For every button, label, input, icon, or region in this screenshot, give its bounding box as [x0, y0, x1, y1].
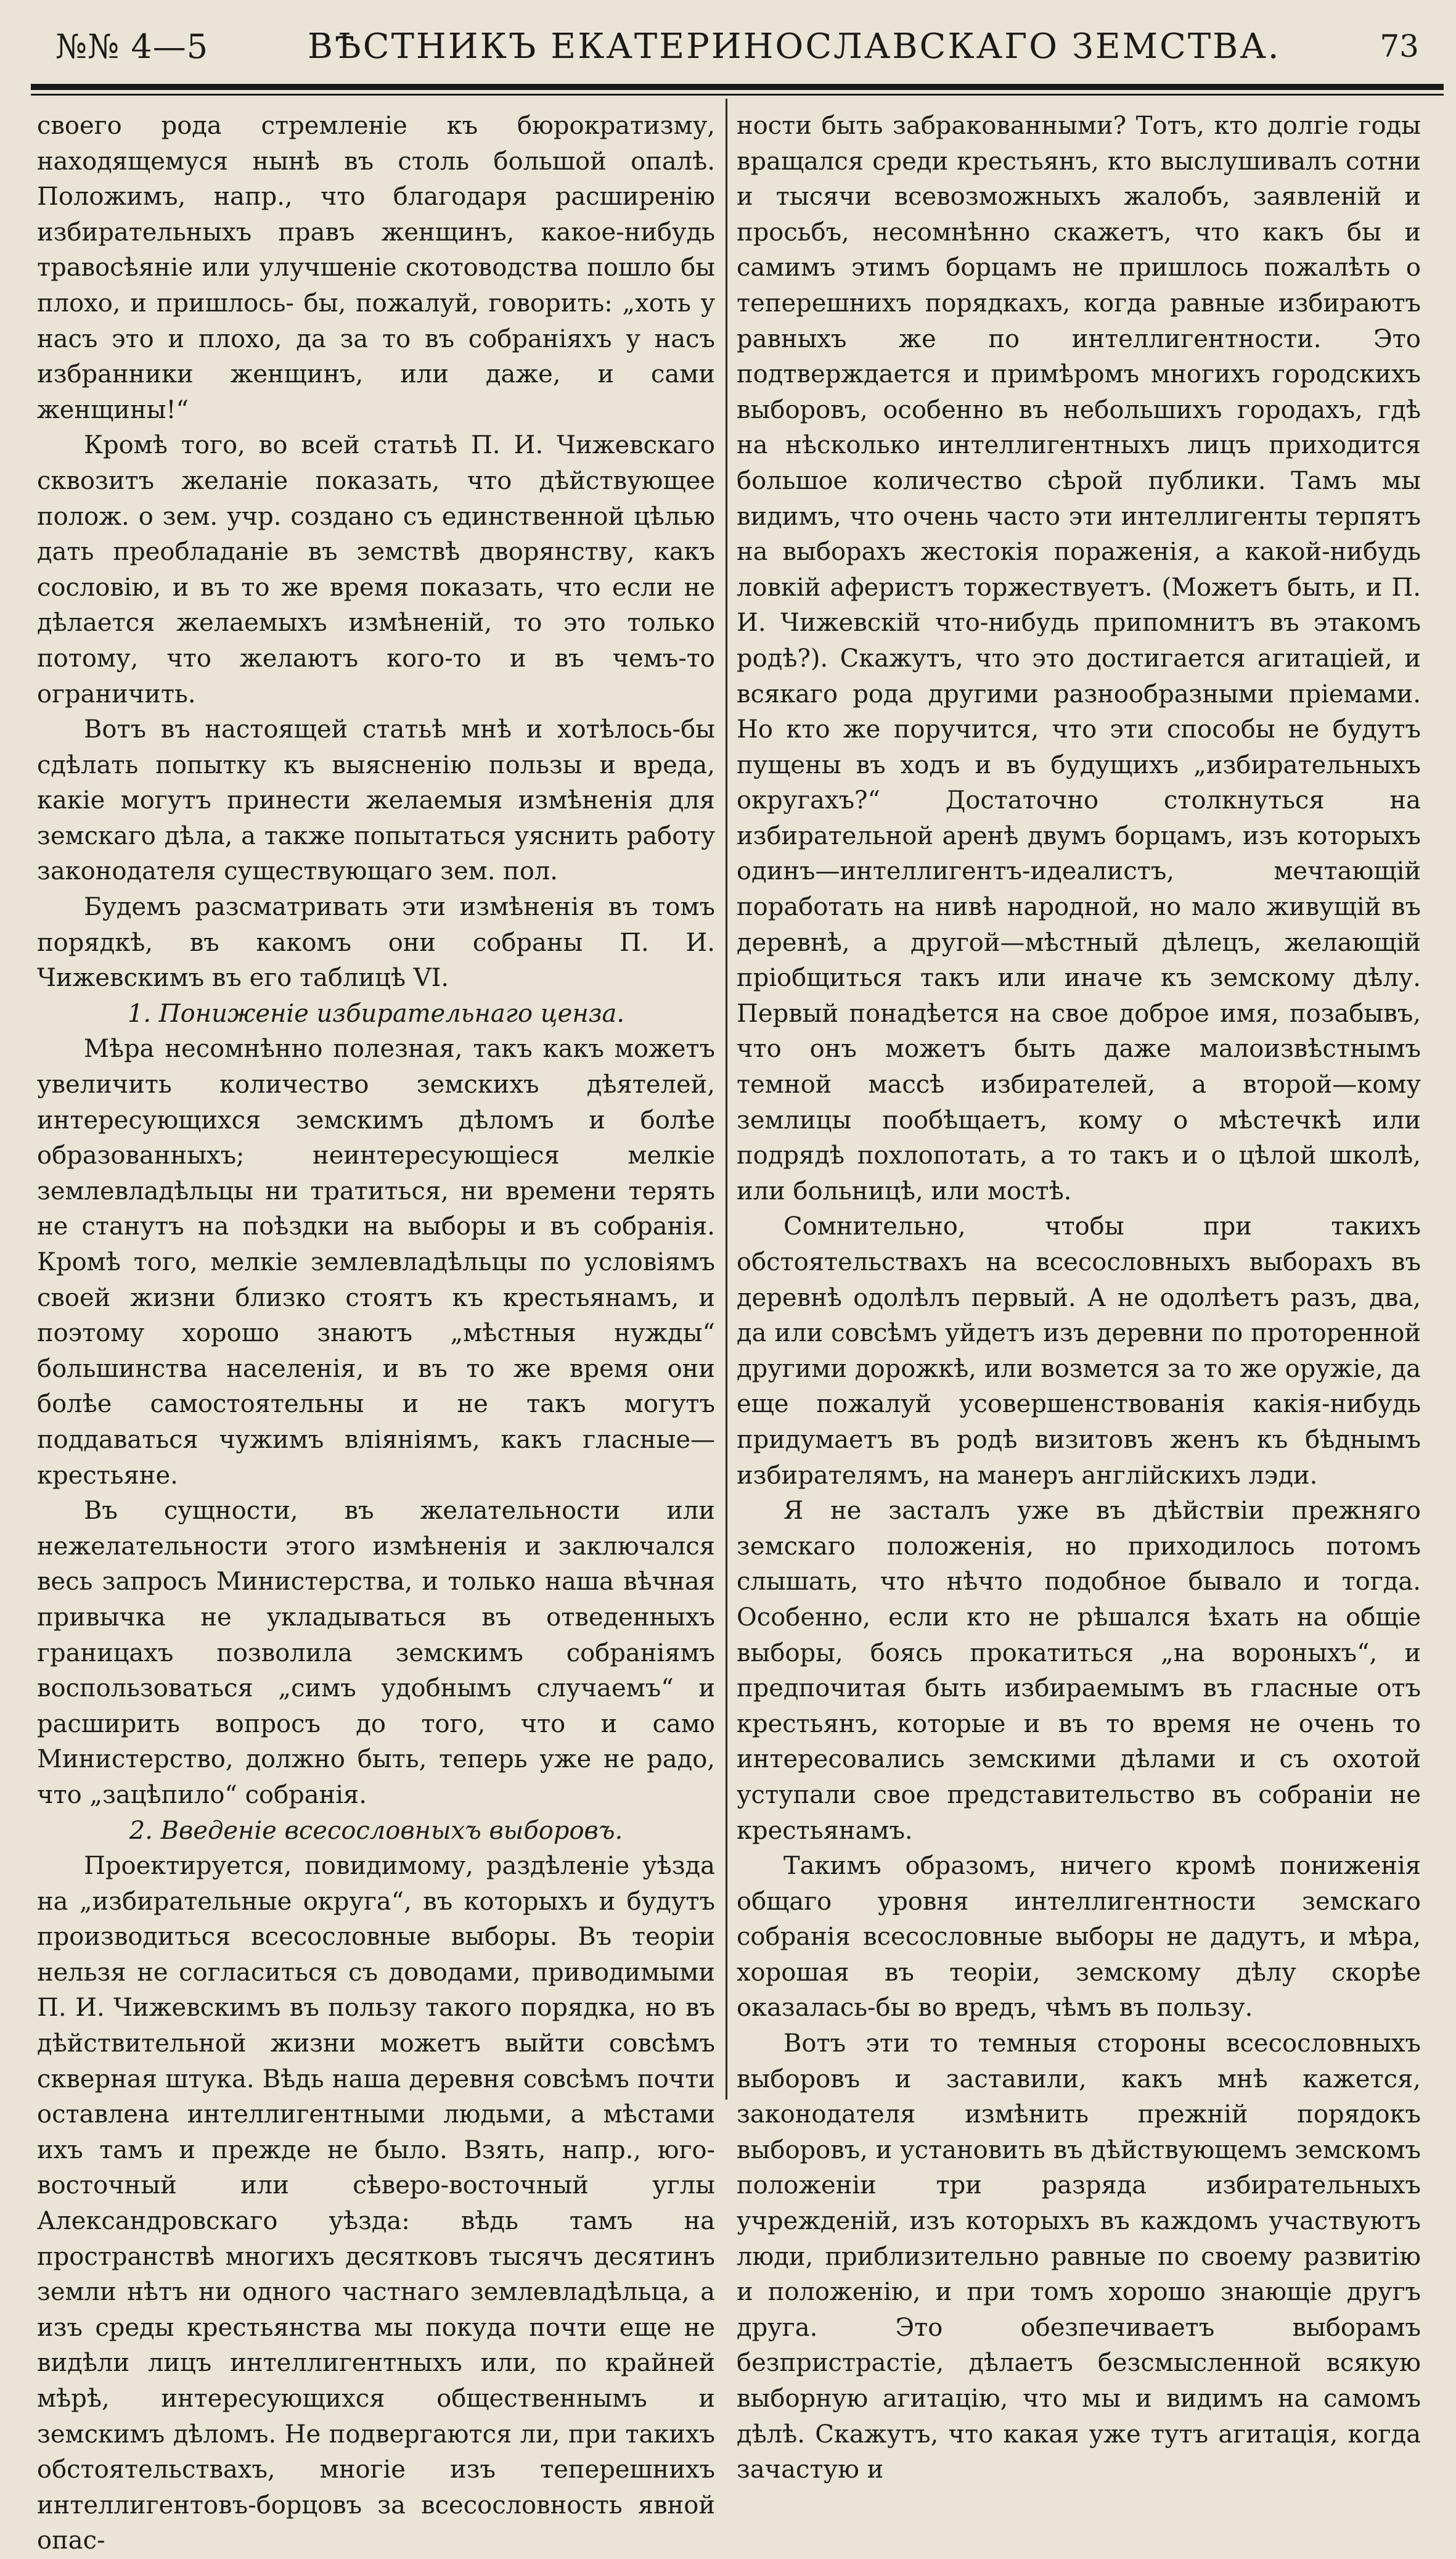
paragraph: Мѣра несомнѣнно полезная, такъ какъ можетъ увеличить количество земскихъ дѣятелей, интересующихся земскимъ дѣломъ и болѣе образованныхъ; неинтересующіеся мелкіе землевладѣльцы ни тратиться, ни времени терять не станутъ на поѣздки на выборы и въ собранія. Кромѣ того, мелкіе землевладѣльцы по условіямъ своей жизни близко стоятъ къ крестьянамъ, и поэтому хорошо знаютъ „мѣстныя нужды“ большинства населенія, и въ то же время они болѣе самостоятельны и не такъ могутъ поддаваться чужимъ вліяніямъ, какъ гласные—крестьяне. — [37, 1035, 715, 1490]
column-divider — [726, 99, 727, 2100]
page-number: 73 — [1380, 28, 1419, 64]
paragraph: Сомнительно, чтобы при такихъ обстоятельствахъ на всесословныхъ выборахъ въ деревнѣ одолѣлъ первый. А не одолѣетъ разъ, два, да или совсѣмъ уйдетъ изъ деревни по проторенной другими дорожкѣ, или возмется за то же оружіе, да еще пожалуй усовершенствованія какія-нибудь придумаетъ въ родѣ визитовъ женъ къ бѣднымъ избирателямъ, на манеръ англійскихъ лэди. — [737, 1212, 1421, 1490]
paragraph: своего рода стремленіе къ бюрократизму, находящемуся нынѣ въ столь большой опалѣ. Положимъ, напр., что благодаря расширенію избирательныхъ правъ женщинъ, какое-нибудь травосѣяніе или улучшеніе скотоводства пошло бы плохо, и пришлось- бы, пожалуй, говорить: „хоть у насъ это и плохо, да за то въ собраніяхъ у насъ избранники женщинъ, или даже, и сами женщины!“ — [37, 112, 715, 424]
paragraph: Въ сущности, въ желательности или нежелательности этого измѣненія и заключался весь запросъ Министерства, и только наша вѣчная привычка не укладываться въ отведенныхъ границахъ позволила земскимъ собраніямъ воспользоваться „симъ удобнымъ случаемъ“ и расширить вопросъ до того, что и само Министерство, должно быть, теперь уже не радо, что „зацѣпило“ собранія. — [37, 1497, 715, 1809]
section-heading: 2. Введеніе всесословныхъ выборовъ. — [129, 1816, 623, 1845]
paragraph: Я не засталъ уже въ дѣйствіи прежняго земскаго положенія, но приходилось потомъ слышать, что нѣчто подобное бывало и тогда. Особенно, если кто не рѣшался ѣхать на общіе выборы, боясь прокатиться „на вороныхъ“, и предпочитая быть избираемымъ въ гласные отъ крестьянъ, которые и въ то время не очень то интересовались земскими дѣлами и съ охотой уступали свое представительство въ собраніи не крестьянамъ. — [737, 1497, 1421, 1845]
page-header — [55, 18, 1419, 74]
paragraph: Проектируется, повидимому, раздѣленіе уѣзда на „избирательные округа“, въ которыхъ и будутъ производиться всесословные выборы. Въ теоріи нельзя не согласиться съ доводами, приводимыми П. И. Чижевскимъ въ пользу такого порядка, но въ дѣйствительной жизни можетъ выйти совсѣмъ скверная штука. Вѣдь наша деревня совсѣмъ почти оставлена интеллигентными людьми, а мѣстами ихъ тамъ и прежде не было. Взять, напр., юго-восточный или сѣверо-восточный углы Александровскаго уѣзда: вѣдь тамъ на пространствѣ многихъ десятковъ тысячъ десятинъ земли нѣтъ ни одного частнаго землевладѣльца, а изъ среды крестьянства мы покуда почти еще не видѣли лицъ интеллигентныхъ или, по крайней мѣрѣ, интересующихся общественнымъ и земскимъ дѣломъ. Не подвергаются ли, при такихъ обстоятельствахъ, многіе изъ теперешнихъ интеллигентовъ-борцовъ за всесословность явной опас- — [37, 1852, 715, 2555]
paragraph: Вотъ въ настоящей статьѣ мнѣ и хотѣлось-бы сдѣлать попытку къ выясненію пользы и вреда, какіе могутъ принести желаемыя измѣненія для земскаго дѣла, а также попытаться уяснить работу законодателя существующаго зем. пол. — [37, 715, 715, 886]
paragraph: Такимъ образомъ, ничего кромѣ пониженія общаго уровня интеллигентности земскаго собранія всесословные выборы не дадутъ, и мѣра, хорошая въ теоріи, земскому дѣлу скорѣе оказалась-бы во вредъ, чѣмъ въ пользу. — [737, 1852, 1421, 2023]
header-rule-thick — [31, 84, 1444, 90]
paragraph: Вотъ эти то темныя стороны всесословныхъ выборовъ и заставили, какъ мнѣ кажется, законодателя измѣнить прежній порядокъ выборовъ, и установить въ дѣйствующемъ земскомъ положеніи три разряда избирательныхъ учрежденій, изъ которыхъ въ каждомъ участвуютъ люди, приблизительно равные по своему развитію и положенію, и при томъ хорошо знающіе другъ друга. Это обезпечиваетъ выборамъ безпристрастіе, дѣлаетъ безсмысленной всякую выборную агитацію, что мы и видимъ на самомъ дѣлѣ. Скажутъ, что какая уже тутъ агитація, когда зачастую и — [737, 2029, 1421, 2484]
paragraph: Будемъ разсматривать эти измѣненія въ томъ порядкѣ, въ какомъ они собраны П. И. Чижевскимъ въ его таблицѣ VI. — [37, 893, 715, 993]
section-heading: 1. Пониженіе избирательнаго ценза. — [127, 999, 625, 1028]
right-column — [737, 109, 1421, 2484]
journal-title: ВѢСТНИКЪ ЕКАТЕРИНОСЛАВСКАГО ЗЕМСТВА. — [307, 26, 1281, 67]
issue-number: №№ 4—5 — [55, 27, 209, 66]
left-column — [37, 109, 715, 2555]
header-rule-thin — [31, 94, 1444, 96]
paragraph: ности быть забракованными? Тотъ, кто долгіе годы вращался среди крестьянъ, кто выслушивалъ сотни и тысячи всевозможныхъ жалобъ, заявленій и просьбъ, несомнѣнно скажетъ, что какъ бы и самимъ этимъ борцамъ не пришлось пожалѣть о теперешнихъ порядкахъ, когда равные избираютъ равныхъ же по интеллигентности. Это подтверждается и примѣромъ многихъ городскихъ выборовъ, особенно въ небольшихъ городахъ, гдѣ на нѣсколько интеллигентныхъ лицъ приходится большое количество сѣрой публики. Тамъ мы видимъ, что очень часто эти интеллигенты терпятъ на выборахъ жестокія пораженія, а какой-нибудь ловкій аферистъ торжествуетъ. (Можетъ быть, и П. И. Чижевскій что-нибудь припомнитъ въ этакомъ родѣ?). Скажутъ, что это достигается агитаціей, и всякаго рода другими разнообразными пріемами. Но кто же поручится, что эти способы не будутъ пущены въ ходъ и въ будущихъ „избирательныхъ округахъ?“ Достаточно столкнуться на избирательной аренѣ двумъ борцамъ, изъ которыхъ одинъ—интеллигентъ-идеалистъ, мечтающій поработать на нивѣ народной, но мало живущій въ деревнѣ, а другой—мѣстный дѣлецъ, желающій пріобщиться такъ или иначе къ земскому дѣлу. Первый понадѣется на свое доброе имя, позабывъ, что онъ можетъ быть даже малоизвѣстнымъ темной массѣ избирателей, а второй—кому землицы пообѣщаетъ, кому о мѣстечкѣ или подрядѣ похлопотать, а то такъ и о цѣлой школѣ, или больницѣ, или мостѣ. — [737, 112, 1421, 1206]
paragraph: Кромѣ того, во всей статьѣ П. И. Чижевскаго сквозитъ желаніе показать, что дѣйствующее полож. о зем. учр. создано съ единственной цѣлью дать преобладаніе въ земствѣ дворянству, какъ сословію, и въ то же время показать, что если не дѣлается желаемыхъ измѣненій, то это только потому, что желаютъ кого-то и въ чемъ-то ограничить. — [37, 431, 715, 709]
